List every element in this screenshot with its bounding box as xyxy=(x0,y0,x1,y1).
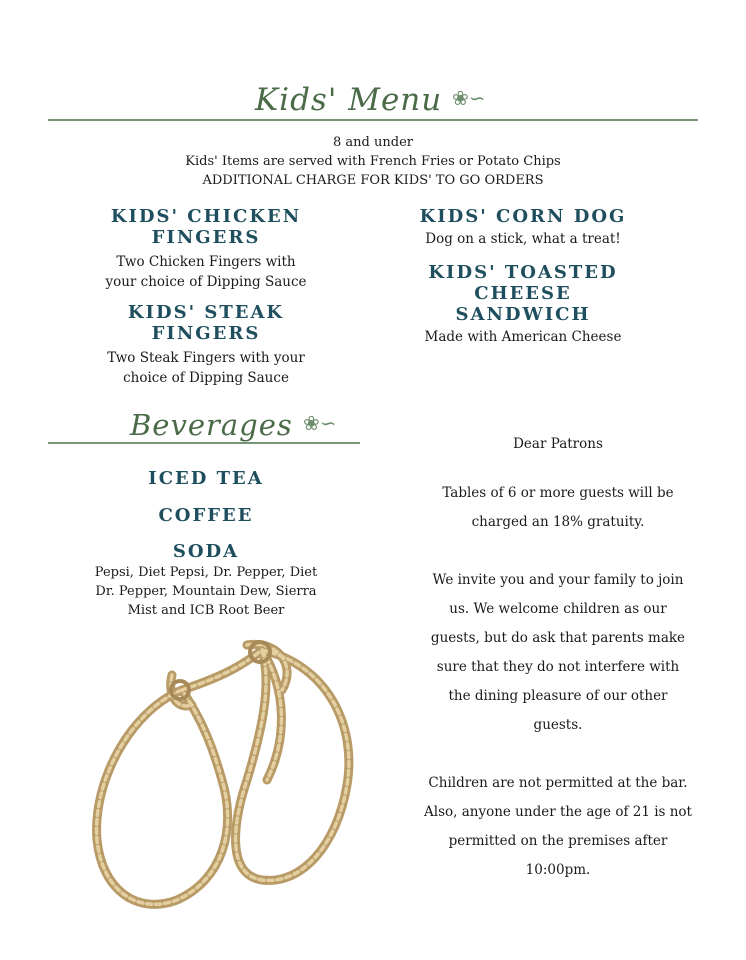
beverage-iced-tea xyxy=(95,468,317,489)
kids-item-steak xyxy=(95,302,317,388)
bar-age-note: Children are not permitted at the bar. Also, anyone under the age of 21 is not permitted on the premises after 10:00pm. xyxy=(424,775,692,878)
kids-item-chicken xyxy=(95,206,317,292)
kids-item-cheese-sandwich xyxy=(422,262,624,347)
sides-note: Kids' Items are served with French Fries or Potato Chips xyxy=(185,154,561,169)
children-note: We invite you and your family to join us. We welcome children as our guests, but do ask that parents make sure that they do not interfere with the dining pleasure of our other guests. xyxy=(430,572,686,733)
item-title: SODA xyxy=(172,541,240,562)
gratuity-note: Tables of 6 or more guests will be charged an 18% gratuity. xyxy=(442,485,674,530)
item-title: KIDS' STEAK FINGERS xyxy=(127,302,285,344)
item-title: KIDS' CHICKEN FINGERS xyxy=(110,206,302,248)
patrons-note xyxy=(420,430,696,885)
kids-menu-intro xyxy=(48,133,698,190)
item-title: ICED TEA xyxy=(148,468,264,489)
beverages-title: Beverages xyxy=(130,408,293,442)
kids-item-corn-dog xyxy=(412,206,634,249)
item-description: Two Steak Fingers with your choice of Dipping Sauce xyxy=(107,350,305,386)
item-title: COFFEE xyxy=(158,505,254,526)
togo-note: ADDITIONAL CHARGE FOR KIDS' TO GO ORDERS xyxy=(202,173,544,188)
item-description: Dog on a stick, what a treat! xyxy=(425,231,621,247)
item-description: Two Chicken Fingers with your choice of Dipping Sauce xyxy=(105,254,307,290)
item-description: Made with American Cheese xyxy=(424,329,622,345)
flourish-icon: ❀∽ xyxy=(452,86,486,110)
age-note: 8 and under xyxy=(333,135,413,150)
item-title: KIDS' TOASTED CHEESE SANDWICH xyxy=(428,262,618,325)
item-description: Pepsi, Diet Pepsi, Dr. Pepper, Diet Dr. Pepper, Mountain Dew, Sierra Mist and ICB Root Beer xyxy=(94,565,318,618)
beverages-divider xyxy=(48,442,360,444)
patrons-heading: Dear Patrons xyxy=(513,436,603,452)
lasso-rope-icon xyxy=(72,630,367,915)
beverage-soda xyxy=(92,541,320,620)
beverage-coffee xyxy=(95,505,317,526)
kids-menu-title: Kids' Menu xyxy=(255,82,443,118)
item-title: KIDS' CORN DOG xyxy=(419,206,627,227)
kids-menu-divider xyxy=(48,119,698,121)
flourish-icon: ❀∽ xyxy=(303,411,337,435)
